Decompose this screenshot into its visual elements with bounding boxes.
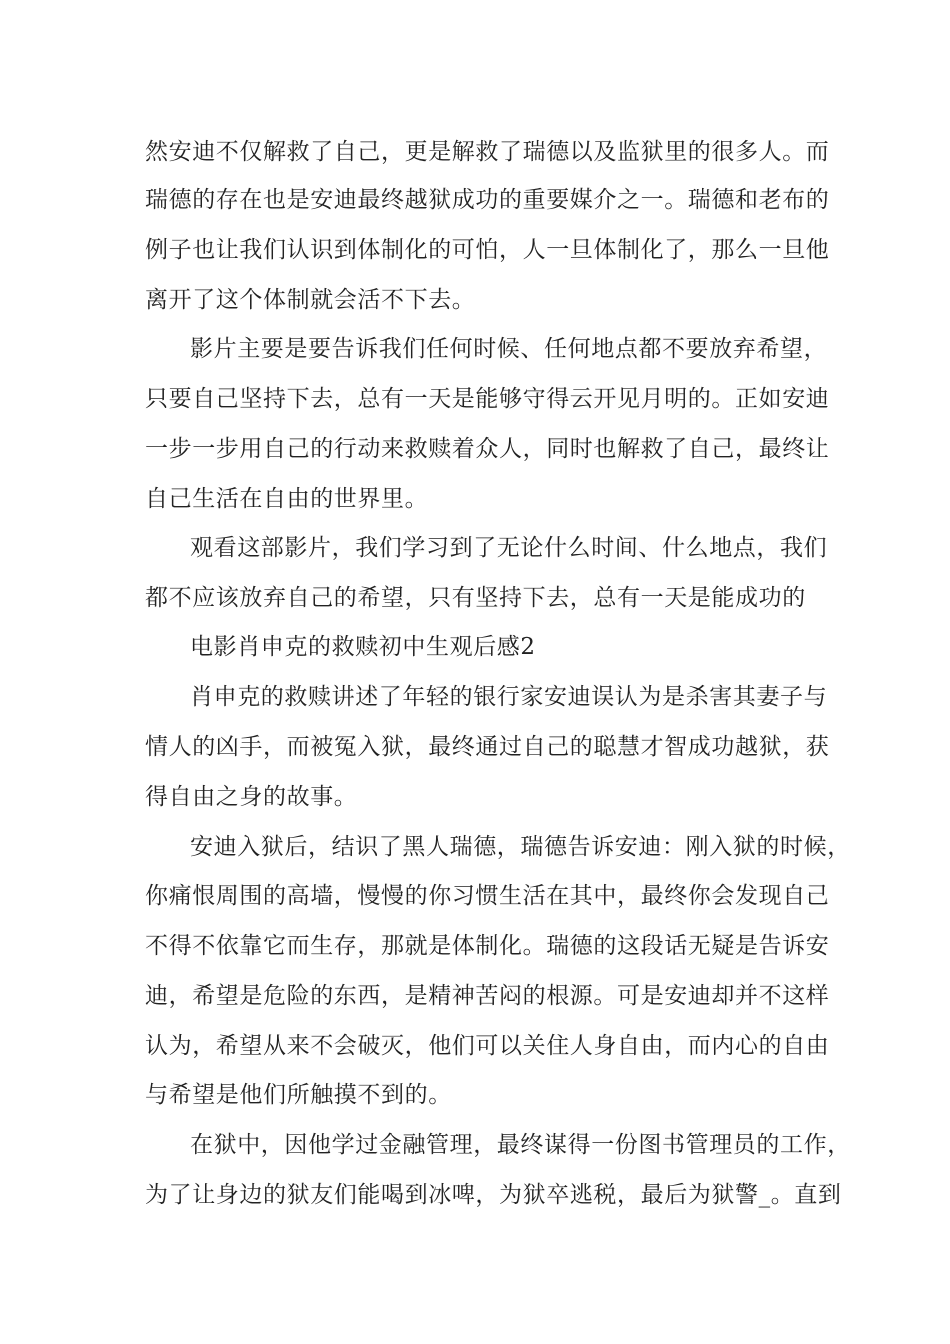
text-line: 你痛恨周围的高墙，慢慢的你习惯生活在其中，最终你会发现自己: [145, 883, 830, 909]
text-line: 例子也让我们认识到体制化的可怕，人一旦体制化了，那么一旦他: [145, 237, 830, 263]
text-line: 瑞德的存在也是安迪最终越狱成功的重要媒介之一。瑞德和老布的: [145, 187, 830, 213]
text-line: 不得不依靠它而生存，那就是体制化。瑞德的这段话无疑是告诉安: [145, 933, 830, 959]
paragraph-first-line: 观看这部影片，我们学习到了无论什么时间、什么地点，我们: [190, 535, 828, 561]
section-heading: 电影肖申克的救赎初中生观后感2: [190, 634, 536, 660]
text-line: 得自由之身的故事。: [145, 784, 358, 810]
text-line: 然安迪不仅解救了自己，更是解救了瑞德以及监狱里的很多人。而: [145, 139, 830, 165]
text-line: 为了让身边的狱友们能喝到冰啤，为狱卒逃税，最后为狱警_。直到: [145, 1182, 842, 1208]
paragraph-first-line: 肖申克的救赎讲述了年轻的银行家安迪误认为是杀害其妻子与: [190, 684, 828, 710]
text-line: 认为，希望从来不会破灭，他们可以关住人身自由，而内心的自由: [145, 1033, 830, 1059]
text-line: 情人的凶手，而被冤入狱，最终通过自己的聪慧才智成功越狱，获: [145, 734, 830, 760]
text-line: 一步一步用自己的行动来救赎着众人，同时也解救了自己，最终让: [145, 436, 830, 462]
paragraph-first-line: 安迪入狱后，结识了黑人瑞德，瑞德告诉安迪：刚入狱的时候，: [190, 834, 851, 860]
paragraph-first-line: 影片主要是要告诉我们任何时候、任何地点都不要放弃希望，: [190, 336, 828, 362]
text-line: 都不应该放弃自己的希望，只有坚持下去，总有一天是能成功的: [145, 585, 806, 611]
paragraph-first-line: 在狱中，因他学过金融管理，最终谋得一份图书管理员的工作，: [190, 1132, 851, 1158]
text-line: 只要自己坚持下去，总有一天是能够守得云开见月明的。正如安迪: [145, 386, 830, 412]
text-line: 自己生活在自由的世界里。: [145, 486, 429, 512]
text-line: 离开了这个体制就会活不下去。: [145, 287, 476, 313]
text-line: 迪，希望是危险的东西，是精神苦闷的根源。可是安迪却并不这样: [145, 983, 830, 1009]
text-line: 与希望是他们所触摸不到的。: [145, 1082, 452, 1108]
